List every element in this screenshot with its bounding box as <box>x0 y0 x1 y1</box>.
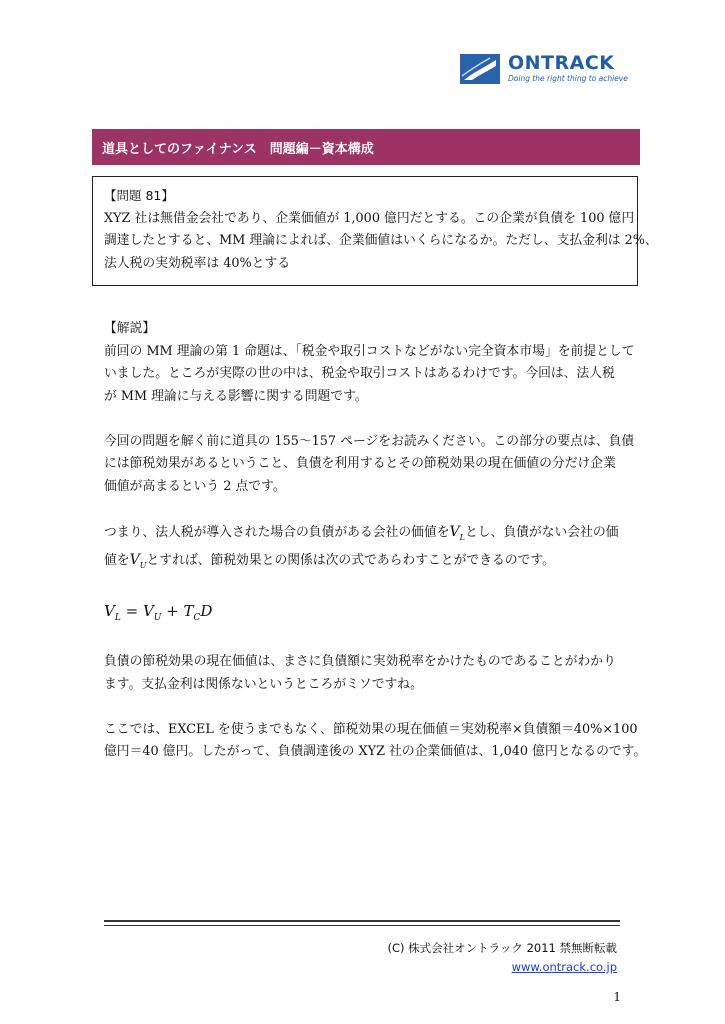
text-line: 前回の MM 理論の第 1 命題は、「税金や取引コストなどがない完全資本市場」を前提として <box>104 343 635 359</box>
section-title-bar <box>92 129 640 165</box>
logo-tagline: Doing the right thing to achieve <box>508 74 628 83</box>
page-number: 1 <box>613 990 621 1004</box>
paragraph-4 <box>104 651 634 696</box>
text-line: 億円＝40 億円。したがって、負債調達後の XYZ 社の企業価値は、1,040 億円となるのです。 <box>104 744 647 760</box>
text-line: ここでは、EXCEL を使うまでもなく、節税効果の現在価値＝実効税率×負債額＝40%×100 <box>104 721 638 737</box>
text-segment: とし、負債がない会社の価 <box>464 524 619 540</box>
copyright-notice: (C) 株式会社オントラック 2011 禁無断転載 <box>387 941 617 955</box>
paragraph-2 <box>104 431 634 499</box>
text-line: が MM 理論に与える影響に関する問題です。 <box>104 388 368 404</box>
logo-wordmark: ONTRACK <box>508 52 615 74</box>
problem-box <box>92 176 658 286</box>
text-line: いました。ところが実際の世の中は、税金や取引コストはあるわけです。今回は、法人税 <box>104 366 615 381</box>
website-link[interactable]: www.ontrack.co.jp <box>511 960 617 974</box>
text-line: ます。支払金利は関係ないというところがミソですね。 <box>104 676 423 692</box>
text-segment: とすれば、節税効果との関係は次の式であらわすことができるのです。 <box>146 552 555 568</box>
footer-divider <box>104 920 620 926</box>
text-segment: 値を <box>104 552 130 568</box>
page-title: 道具としてのファイナンス 問題編－資本構成 <box>102 142 374 157</box>
problem-line: 法人税の実効税率は 40%とする <box>104 255 291 271</box>
paragraph-1 <box>104 341 634 409</box>
text-line <box>104 549 634 577</box>
text-line: には節税効果があるということ、負債を利用するとその節税効果の現在価値の分だけ企業 <box>104 456 616 471</box>
problem-line: XYZ 社は無借金会社であり、企業価値が 1,000 億円だとする。この企業が負債を 100 億円 <box>104 210 635 226</box>
paragraph-5 <box>104 719 647 764</box>
problem-line: 調達したとすると、MM 理論によれば、企業価値はいくらになるか。ただし、支払金利は 2%、 <box>104 233 658 248</box>
text-line: 負債の節税効果の現在価値は、まさに負債額に実効税率をかけたものであることがわかり <box>104 654 616 670</box>
text-line: 価値が高まるという 2 点です。 <box>104 478 286 494</box>
math-v-u: $V_U$ <box>129 551 147 570</box>
text-segment: つまり、法人税が導入された場合の負債がある会社の価値を <box>104 524 450 540</box>
commentary-section <box>104 318 647 786</box>
company-logo <box>460 52 630 88</box>
paragraph-3 <box>104 521 634 578</box>
commentary-heading: 【解説】 <box>104 321 156 336</box>
problem-heading: 【問題 81】 <box>104 188 174 203</box>
text-line: 今回の問題を解く前に道具の 155～157 ページをお読みください。この部分の要点は、負債 <box>104 433 635 449</box>
text-line <box>104 521 634 549</box>
road-icon <box>460 54 500 84</box>
math-v-l: $V_L$ <box>449 523 465 542</box>
tax-shield-formula: $V_L = V_U + T_CD$ <box>104 601 213 623</box>
